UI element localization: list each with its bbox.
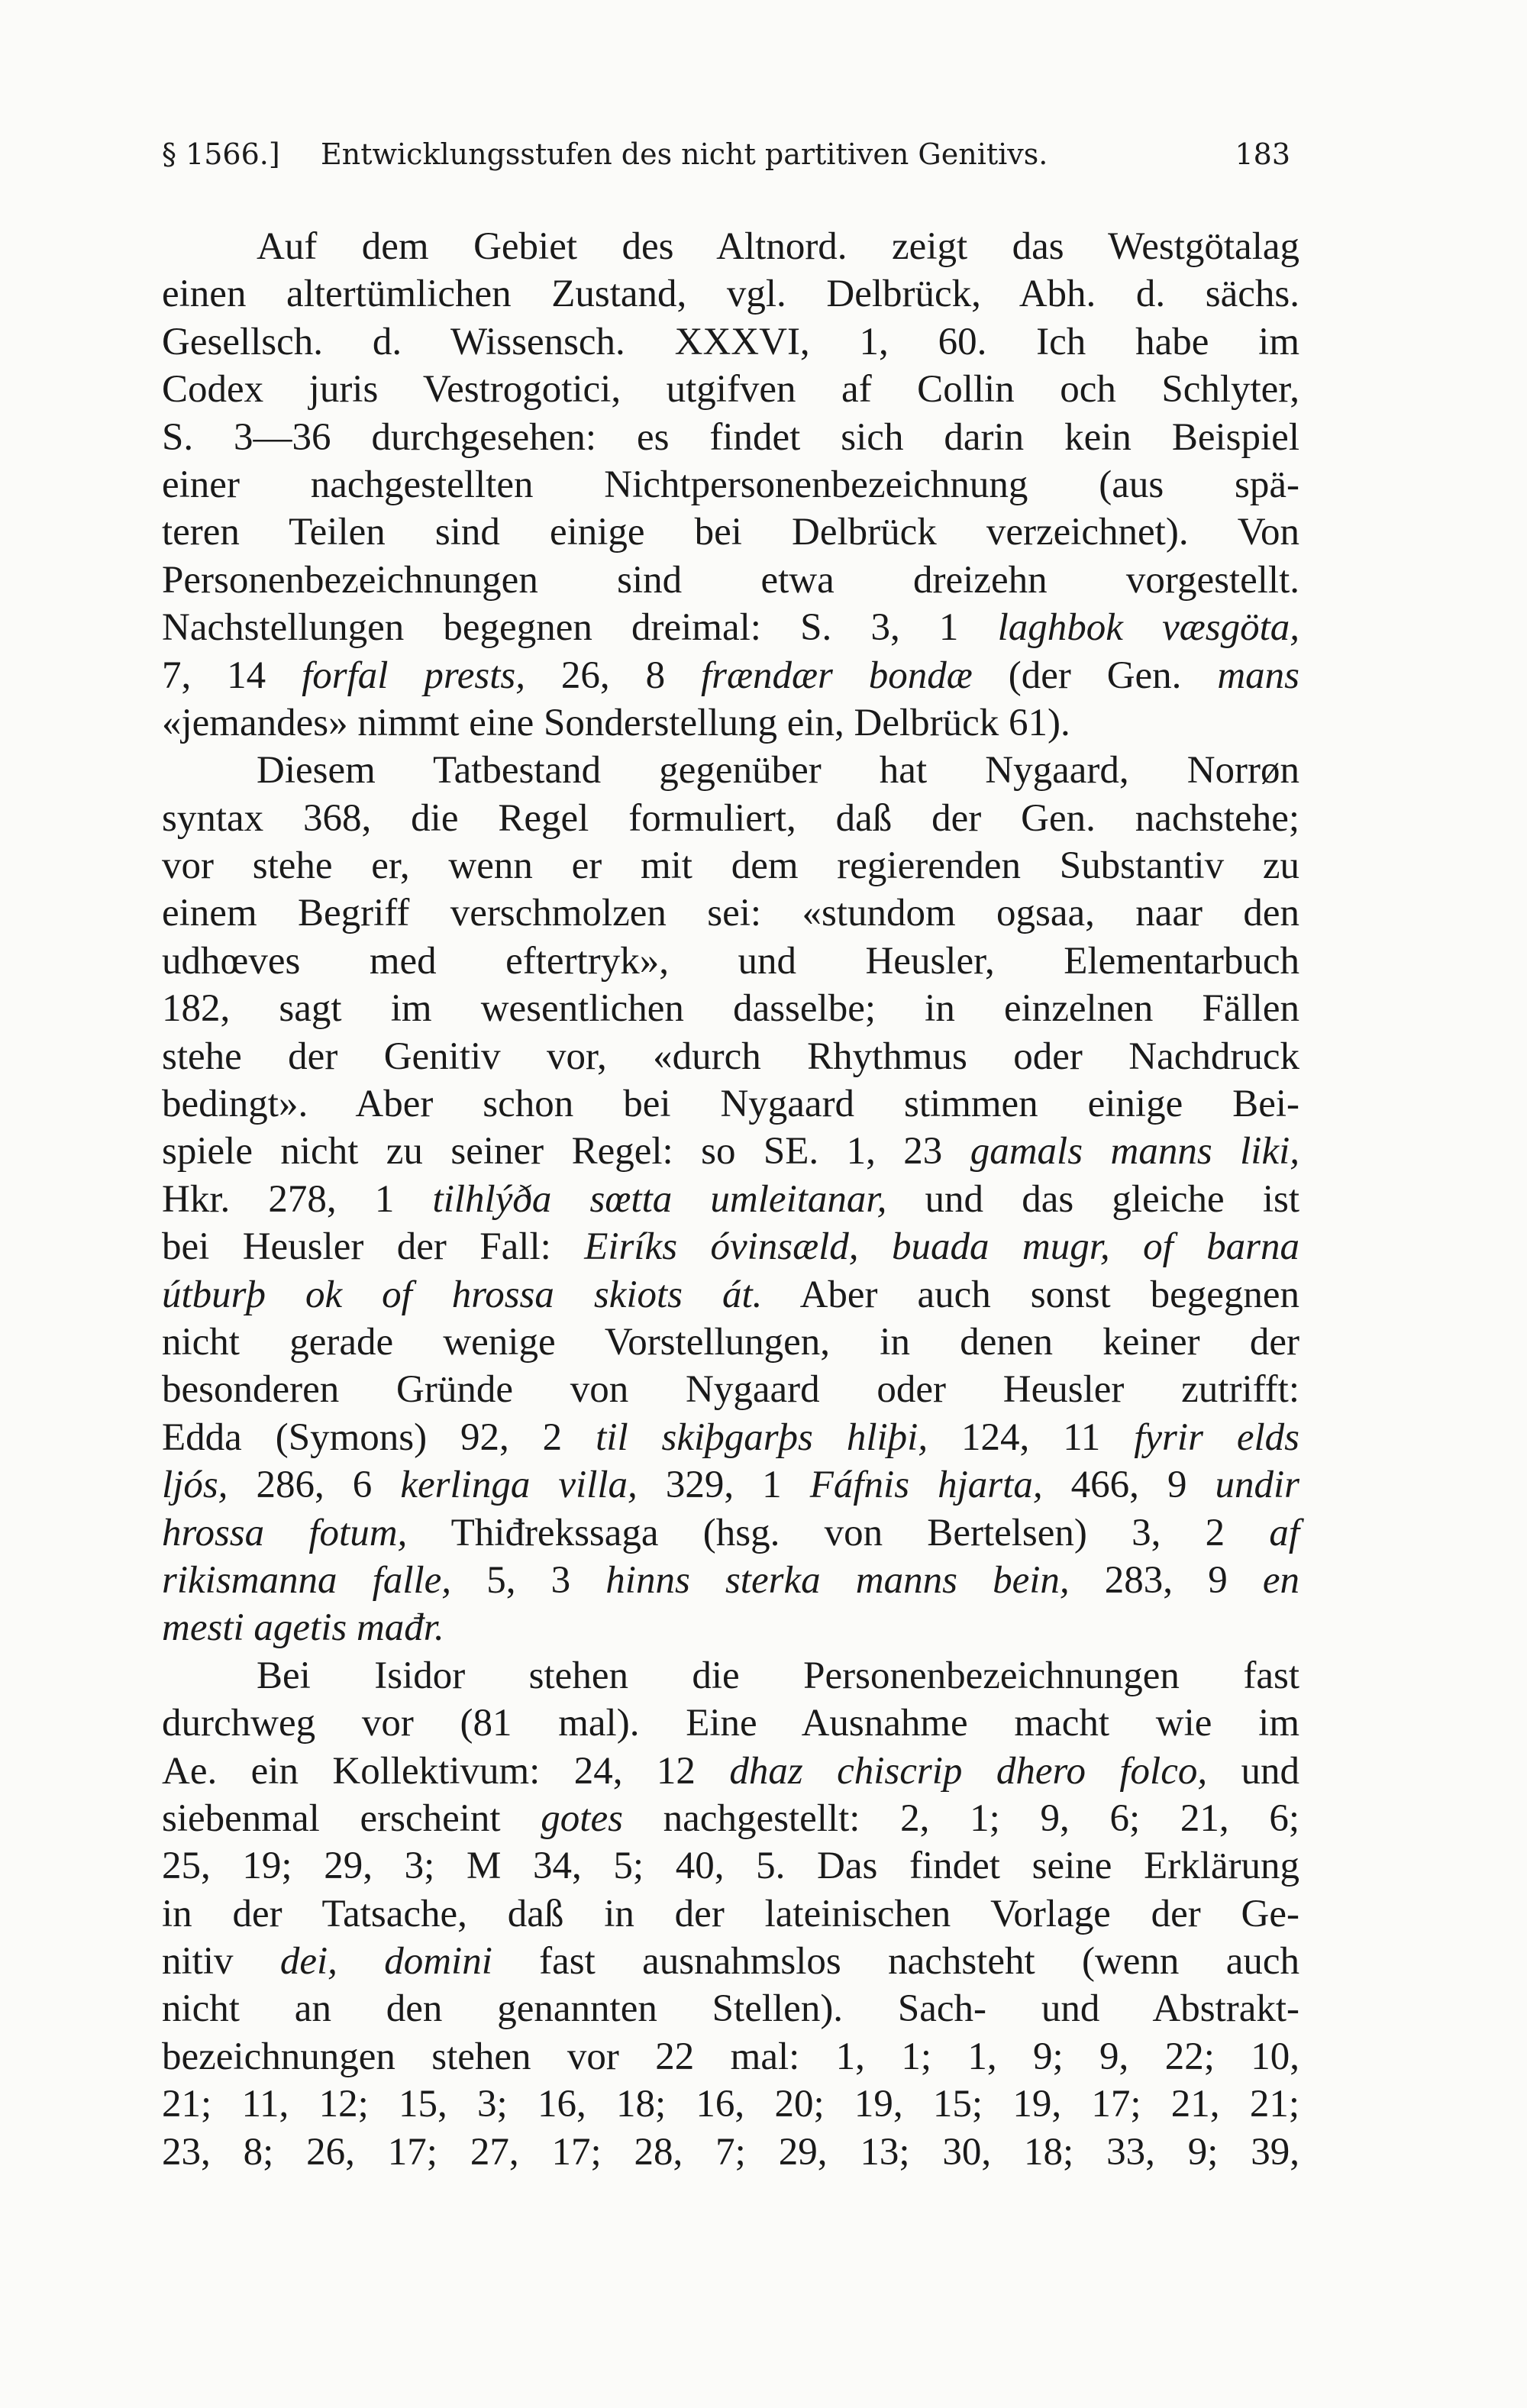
running-head [162, 137, 1290, 180]
italic-citation: gamals manns liki, [970, 1130, 1299, 1173]
text-line [162, 1557, 1299, 1604]
text-line [162, 1985, 1299, 2032]
text-line [162, 1414, 1299, 1461]
text-run: stehe der Genitiv vor, «durch Rhythmus oder Nachdruck [162, 1035, 1299, 1078]
italic-citation: útburþ ok of hrossa skiots át. [162, 1273, 763, 1316]
text-line [162, 1604, 1299, 1651]
text-run: nachgestellt: 2, 1; 9, 6; 21, 6; [622, 1796, 1300, 1840]
italic-citation: gotes [541, 1796, 623, 1840]
text-run: Codex juris Vestrogotici, utgifven af Collin och Schlyter, [162, 368, 1299, 412]
text-line [162, 1509, 1299, 1557]
text-run: 5, 3 [451, 1558, 606, 1602]
text-run: Hkr. 278, 1 [162, 1177, 433, 1221]
text-line [162, 318, 1299, 366]
text-line [162, 2129, 1299, 2176]
text-run: Auf dem Gebiet des Altnord. zeigt das Westgötalag [257, 225, 1299, 268]
text-line [162, 1033, 1299, 1080]
text-line [162, 1223, 1299, 1270]
text-line [162, 1938, 1299, 1985]
text-line [162, 223, 1299, 270]
text-run: Thiđrekssaga (hsg. von Bertelsen) 3, 2 [407, 1511, 1270, 1554]
text-run: Aber auch sonst begegnen [762, 1273, 1299, 1316]
text-line [162, 1271, 1299, 1319]
text-run: einer nachgestellten Nichtpersonenbezeichnung (aus spä- [162, 463, 1299, 506]
text-line [162, 270, 1299, 318]
text-run: nicht an den genannten Stellen). Sach- und Abstrakt- [162, 1987, 1299, 2031]
text-line [162, 1319, 1299, 1366]
text-run: syntax 368, die Regel formuliert, daß der Gen. nachstehe; [162, 796, 1299, 840]
text-line [162, 747, 1299, 794]
italic-citation: kerlinga villa, [400, 1464, 638, 1507]
text-run: besonderen Gründe von Nygaard oder Heusler zutrifft: [162, 1368, 1299, 1412]
text-run: 25, 19; 29, 3; M 34, 5; 40, 5. Das findet seine Erklärung [162, 1845, 1299, 1888]
text-run: Personenbezeichnungen sind etwa dreizehn vorgestellt. [162, 558, 1299, 602]
text-run: einem Begriff verschmolzen sei: «stundom ogsaa, naar den [162, 892, 1299, 935]
text-run: 26, 8 [525, 654, 701, 697]
italic-citation: hrossa fotum, [162, 1511, 408, 1554]
text-line [162, 1366, 1299, 1413]
text-line [162, 842, 1299, 889]
text-line [162, 1748, 1299, 1795]
italic-citation: tilhlýða sœtta umleitanar, [432, 1177, 887, 1221]
text-line [162, 1461, 1299, 1509]
text-line [162, 604, 1299, 651]
text-line [162, 699, 1299, 747]
text-line [162, 1842, 1299, 1890]
italic-citation: af [1269, 1511, 1299, 1554]
text-run: Nachstellungen begegnen dreimal: S. 3, 1 [162, 606, 998, 650]
text-run: Edda (Symons) 92, 2 [162, 1415, 596, 1459]
text-run: bedingt». Aber schon bei Nygaard stimmen einige Bei- [162, 1083, 1299, 1126]
text-line [162, 985, 1299, 1032]
italic-citation: dhaz chiscrip dhero folco, [729, 1749, 1208, 1793]
text-line [162, 938, 1299, 985]
text-run: 23, 8; 26, 17; 27, 17; 28, 7; 29, 13; 30, 18; 33, 9; 39, [162, 2130, 1299, 2174]
body-text [162, 223, 1299, 2176]
italic-citation: hinns sterka manns bein, [605, 1558, 1070, 1602]
text-line [162, 1699, 1299, 1747]
italic-citation: fyrir elds [1134, 1415, 1300, 1459]
text-line [162, 652, 1299, 699]
text-run: bei Heusler der Fall: [162, 1225, 585, 1269]
text-line [162, 366, 1299, 413]
text-line [162, 557, 1299, 604]
text-run: einen altertümlichen Zustand, vgl. Delbrück, Abh. d. sächs. [162, 273, 1299, 316]
text-run: spiele nicht zu seiner Regel: so SE. 1, 23 [162, 1130, 970, 1173]
section-marker: § 1566.] [162, 137, 280, 171]
text-run: S. 3—36 durchgesehen: es findet sich darin kein Beispiel [162, 415, 1299, 459]
text-line [162, 1890, 1299, 1938]
text-run: 182, sagt im wesentlichen dasselbe; in einzelnen Fällen [162, 987, 1299, 1031]
text-line [162, 795, 1299, 842]
text-line [162, 1176, 1299, 1223]
text-run: Bei Isidor stehen die Personenbezeichnungen fast [257, 1654, 1299, 1697]
text-run: 286, 6 [228, 1464, 401, 1507]
text-run: «jemandes» nimmt eine Sonderstellung ein, Delbrück 61). [162, 701, 1070, 744]
italic-citation: Eiríks óvinsæld, buada mugr, of barna [584, 1225, 1300, 1269]
italic-citation: undir [1215, 1464, 1300, 1507]
text-run: bezeichnungen stehen vor 22 mal: 1, 1; 1, 9; 9, 22; 10, [162, 2035, 1299, 2078]
text-run: (der Gen. [972, 654, 1218, 697]
text-run: und das gleiche ist [886, 1177, 1300, 1221]
text-run: fast ausnahmslos nachsteht (wenn auch [492, 1940, 1299, 1984]
italic-citation: laghbok væsgöta, [997, 606, 1299, 650]
text-line [162, 2033, 1299, 2080]
text-line [162, 508, 1299, 556]
text-run: in der Tatsache, daß in der lateinischen Vorlage der Ge- [162, 1892, 1299, 1935]
italic-citation: dei, domini [279, 1940, 492, 1984]
italic-citation: rikismanna falle, [162, 1558, 452, 1602]
text-run: 466, 9 [1042, 1464, 1215, 1507]
text-run: siebenmal erscheint [162, 1796, 541, 1840]
text-run: Diesem Tatbestand gegenüber hat Nygaard, Norrøn [257, 749, 1299, 792]
text-run: Gesellsch. d. Wissensch. XXXVI, 1, 60. Ich habe im [162, 320, 1299, 363]
italic-citation: mans [1217, 654, 1300, 697]
text-run: Ae. ein Kollektivum: 24, 12 [162, 1749, 730, 1793]
text-run: udhœves med eftertryk», und Heusler, Elementarbuch [162, 939, 1299, 983]
text-line [162, 1652, 1299, 1699]
italic-citation: forfal prests, [302, 654, 526, 697]
text-run: 329, 1 [637, 1464, 810, 1507]
text-line [162, 2080, 1299, 2128]
running-title: Entwicklungsstufen des nicht partitiven Genitivs. [321, 137, 1048, 171]
text-line [162, 889, 1299, 937]
italic-citation: en [1262, 1558, 1299, 1602]
text-run: und [1207, 1749, 1300, 1793]
text-run: nitiv [162, 1940, 280, 1984]
text-run: durchweg vor (81 mal). Eine Ausnahme macht wie im [162, 1702, 1299, 1745]
text-run: 21; 11, 12; 15, 3; 16, 18; 16, 20; 19, 15; 19, 17; 21, 21; [162, 2083, 1299, 2126]
text-run: nicht gerade wenige Vorstellungen, in denen keiner der [162, 1320, 1299, 1364]
text-run: vor stehe er, wenn er mit dem regierenden Substantiv zu [162, 844, 1299, 888]
italic-citation: mesti agetis mađr. [162, 1606, 444, 1650]
text-line [162, 461, 1299, 508]
italic-citation: frændær bondæ [700, 654, 973, 697]
text-line [162, 1080, 1299, 1128]
text-line [162, 414, 1299, 461]
italic-citation: til skiþgarþs hliþi, [596, 1415, 928, 1459]
text-run: 283, 9 [1069, 1558, 1263, 1602]
text-run: teren Teilen sind einige bei Delbrück verzeichnet). Von [162, 511, 1299, 554]
text-run: 7, 14 [162, 654, 302, 697]
text-line [162, 1795, 1299, 1842]
italic-citation: Fáfnis hjarta, [809, 1464, 1043, 1507]
text-line [162, 1128, 1299, 1175]
italic-citation: ljós, [162, 1464, 228, 1507]
text-run: 124, 11 [928, 1415, 1135, 1459]
page-number: 183 [1235, 137, 1290, 171]
